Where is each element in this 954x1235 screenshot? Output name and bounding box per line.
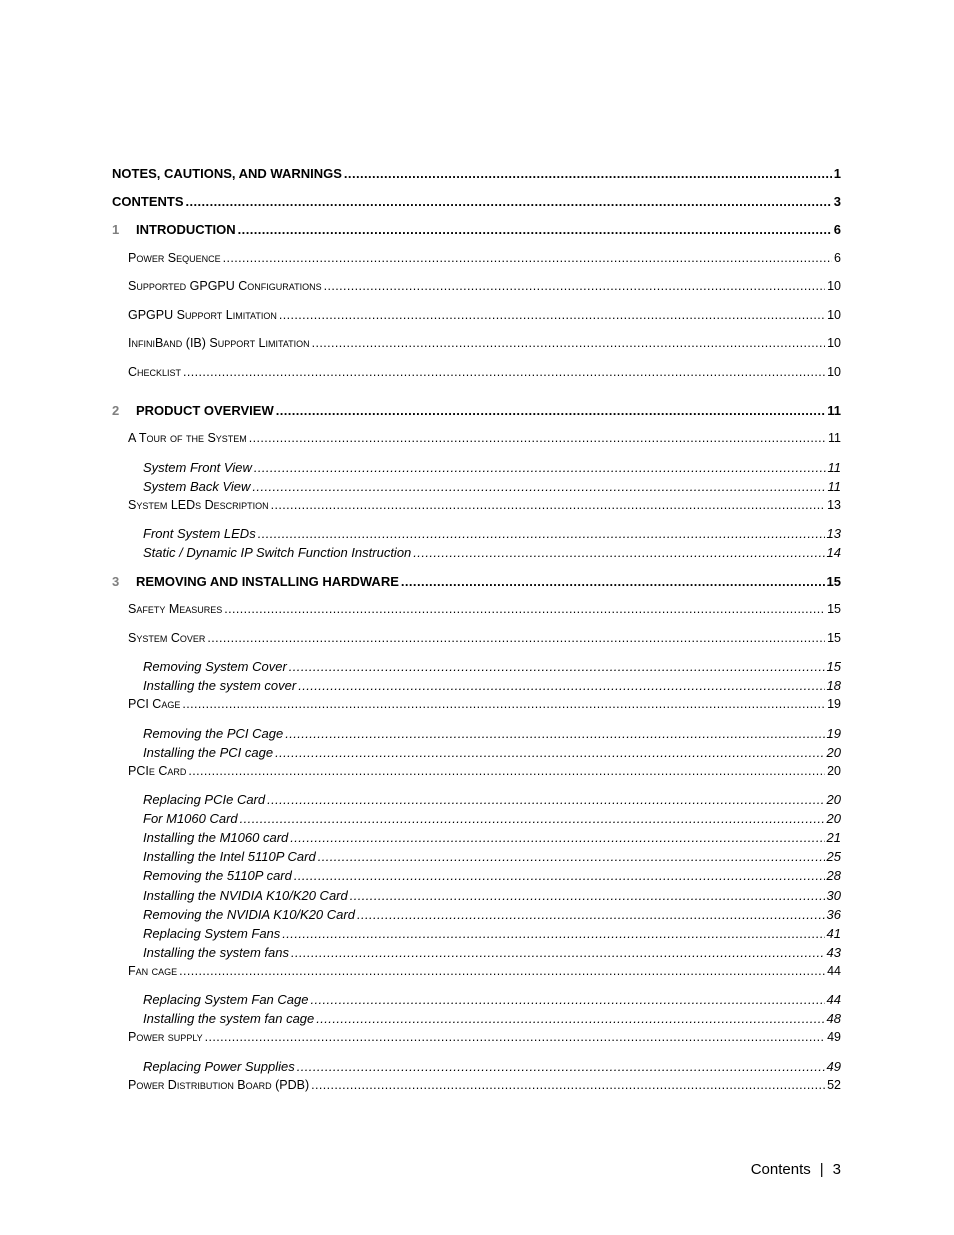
- toc-page-number: 10: [827, 365, 841, 379]
- dot-leader: [254, 460, 826, 475]
- dot-leader: [252, 479, 825, 494]
- toc-entry-link[interactable]: [128, 431, 841, 445]
- toc-entry-label: Checklist: [128, 365, 182, 379]
- toc-entry-label: Installing the Intel 5110P Card: [143, 849, 316, 864]
- toc-entry: [112, 336, 841, 354]
- toc-entry: [112, 365, 841, 383]
- toc-entry-link[interactable]: [143, 830, 841, 845]
- toc-page-number: 20: [827, 764, 841, 778]
- toc-entry-label: Power supply: [128, 1030, 203, 1044]
- dot-leader: [205, 1030, 825, 1044]
- toc-entry: [112, 1059, 841, 1077]
- toc-page-number: 21: [826, 830, 841, 845]
- toc-entry: [112, 308, 841, 326]
- toc-entry-link[interactable]: [128, 1030, 841, 1044]
- toc-page-number: 41: [826, 926, 841, 941]
- toc-entry-label: Power Distribution Board (PDB): [128, 1078, 310, 1092]
- toc-entry-link[interactable]: [143, 745, 841, 760]
- toc-entry-link[interactable]: [128, 964, 841, 978]
- dot-leader: [357, 907, 825, 922]
- toc-entry-link[interactable]: [128, 365, 841, 379]
- toc-entry-link[interactable]: [143, 868, 841, 883]
- toc-entry: [112, 764, 841, 782]
- toc-entry-label: Removing System Cover: [143, 659, 287, 674]
- toc-page-number: 19: [827, 697, 841, 711]
- dot-leader: [223, 251, 832, 265]
- toc-entry: [112, 194, 841, 212]
- footer-section-title: Contents: [750, 1161, 811, 1178]
- toc-entry: [112, 574, 841, 592]
- toc-entry-label: Safety Measures: [128, 602, 223, 616]
- toc-entry-link[interactable]: [143, 726, 841, 741]
- toc-entry: [112, 1030, 841, 1048]
- toc-entry-label: InfiniBand (IB) Support Limitation: [128, 336, 310, 350]
- dot-leader: [350, 888, 825, 903]
- footer-separator: |: [819, 1161, 824, 1178]
- toc-entry: [112, 907, 841, 925]
- dot-leader: [413, 545, 824, 560]
- dot-leader: [312, 336, 825, 350]
- toc-entry-label: Installing the NVIDIA K10/K20 Card: [143, 888, 348, 903]
- dot-leader: [275, 745, 824, 760]
- dot-leader: [258, 526, 825, 541]
- toc-entry-label: System Cover: [128, 631, 206, 645]
- toc-entry: [112, 964, 841, 982]
- dot-leader: [311, 1078, 825, 1092]
- dot-leader: [298, 678, 824, 693]
- dot-leader: [188, 764, 825, 778]
- toc-page-number: 14: [826, 545, 841, 560]
- toc-entry-link[interactable]: [128, 764, 841, 778]
- toc-entry: [112, 545, 841, 563]
- toc-entry: [112, 498, 841, 516]
- toc-entry-link[interactable]: [143, 907, 841, 922]
- toc-entry-link[interactable]: [128, 697, 841, 711]
- toc-entry: [112, 1078, 841, 1096]
- dot-leader: [207, 631, 825, 645]
- toc-chapter-number: 3: [112, 574, 120, 589]
- toc-page-number: 11: [827, 460, 841, 475]
- toc-page-number: 44: [826, 992, 841, 1007]
- toc-entry-label: Fan cage: [128, 964, 178, 978]
- toc-entry: [112, 222, 841, 240]
- toc-entry-label: System Front View: [143, 460, 252, 475]
- toc-entry-link[interactable]: [143, 659, 841, 674]
- dot-leader: [297, 1059, 825, 1074]
- toc-entry-label: Removing the NVIDIA K10/K20 Card: [143, 907, 355, 922]
- toc-entry: [112, 697, 841, 715]
- toc-entry: [112, 602, 841, 620]
- toc-entry-link[interactable]: [143, 945, 841, 960]
- toc-entry-label: PCI Cage: [128, 697, 181, 711]
- toc-entry-link[interactable]: [143, 811, 841, 826]
- toc-entry: [112, 945, 841, 963]
- toc-page-number: 52: [827, 1078, 841, 1092]
- toc-entry-label: Removing the 5110P card: [143, 868, 292, 883]
- toc-entry-link[interactable]: [128, 251, 841, 265]
- toc-entry-link[interactable]: [143, 479, 841, 494]
- toc-page-number: 15: [827, 602, 841, 616]
- toc-page-number: 3: [833, 194, 841, 209]
- toc-page-number: 19: [826, 726, 841, 741]
- toc-page-number: 10: [827, 308, 841, 322]
- dot-leader: [324, 279, 825, 293]
- toc-entry-link[interactable]: [128, 602, 841, 616]
- dot-leader: [179, 964, 825, 978]
- dot-leader: [316, 1011, 824, 1026]
- toc-entry-label: Installing the system fans: [143, 945, 289, 960]
- toc-entry: [112, 678, 841, 696]
- toc-page-number: 36: [826, 907, 841, 922]
- toc-page-number: 28: [826, 868, 841, 883]
- toc-entry: [112, 792, 841, 810]
- dot-leader: [310, 992, 824, 1007]
- toc-entry-link[interactable]: [112, 222, 841, 237]
- toc-page-number: 13: [826, 526, 841, 541]
- toc-entry: [112, 526, 841, 544]
- toc-page-number: 18: [826, 678, 841, 693]
- dot-leader: [344, 166, 832, 181]
- toc-entry: [112, 166, 841, 184]
- toc-entry: [112, 888, 841, 906]
- toc-page-number: 15: [826, 659, 841, 674]
- toc-entry: [112, 460, 841, 478]
- toc-entry: [112, 479, 841, 497]
- toc-entry-label: Installing the PCI cage: [143, 745, 274, 760]
- toc-entry-label: CONTENTS: [112, 194, 184, 209]
- toc-entry: [112, 631, 841, 649]
- dot-leader: [285, 726, 824, 741]
- toc-entry-label: Replacing Power Supplies: [143, 1059, 295, 1074]
- dot-leader: [186, 194, 832, 209]
- toc-page-number: 20: [826, 745, 841, 760]
- toc-entry: [112, 659, 841, 677]
- footer-page-number: 3: [832, 1161, 841, 1178]
- dot-leader: [294, 868, 825, 883]
- toc-entry-link[interactable]: [143, 678, 841, 693]
- dot-leader: [249, 431, 826, 445]
- dot-leader: [276, 403, 826, 418]
- toc-entry: [112, 992, 841, 1010]
- toc-entry-link[interactable]: [112, 574, 841, 589]
- toc-page-number: 13: [827, 498, 841, 512]
- toc-entry-label: INTRODUCTION: [136, 222, 236, 237]
- toc-entry-link[interactable]: [143, 526, 841, 541]
- toc-page-number: 25: [826, 849, 841, 864]
- toc-entry-label: System Back View: [143, 479, 251, 494]
- dot-leader: [182, 697, 825, 711]
- toc-page-number: 6: [834, 251, 841, 265]
- toc-entry-link[interactable]: [143, 1059, 841, 1074]
- toc-page-number: 49: [827, 1030, 841, 1044]
- toc-entry-label: Installing the system cover: [143, 678, 297, 693]
- toc-entry-label: Replacing System Fans: [143, 926, 281, 941]
- page-footer: [751, 1161, 841, 1178]
- toc-entry-label: NOTES, CAUTIONS, AND WARNINGS: [112, 166, 342, 181]
- toc-entry-link[interactable]: [143, 792, 841, 807]
- toc-entry-link[interactable]: [128, 498, 841, 512]
- toc-entry-label: Replacing System Fan Cage: [143, 992, 309, 1007]
- toc-entry-link[interactable]: [112, 194, 841, 209]
- dot-leader: [224, 602, 825, 616]
- toc-entry: [112, 926, 841, 944]
- dot-leader: [279, 308, 825, 322]
- dot-leader: [291, 945, 825, 960]
- toc-page-number: 20: [826, 792, 841, 807]
- toc-entry-link[interactable]: [143, 545, 841, 560]
- toc-page-number: 20: [826, 811, 841, 826]
- toc-page-number: 6: [833, 222, 841, 237]
- toc-page-number: 11: [827, 479, 841, 494]
- toc-entry-label: A Tour of the System: [128, 431, 247, 445]
- toc-page-number: 10: [827, 336, 841, 350]
- toc-entry-label: Supported GPGPU Configurations: [128, 279, 322, 293]
- toc-entry-link[interactable]: [143, 888, 841, 903]
- toc-entry-link[interactable]: [128, 1078, 841, 1092]
- toc-entry-link[interactable]: [143, 992, 841, 1007]
- toc-entry: [112, 403, 841, 421]
- toc-entry-label: Removing the PCI Cage: [143, 726, 284, 741]
- toc-page-number: 15: [827, 631, 841, 645]
- toc-entry: [112, 849, 841, 867]
- toc-entry-label: PRODUCT OVERVIEW: [136, 403, 274, 418]
- toc-entry: [112, 830, 841, 848]
- dot-leader: [267, 792, 824, 807]
- toc-entry-label: PCIe Card: [128, 764, 187, 778]
- toc-entry: [112, 811, 841, 829]
- toc-entry-link[interactable]: [143, 460, 841, 475]
- toc-page-number: 30: [826, 888, 841, 903]
- toc-chapter-number: 2: [112, 403, 120, 418]
- toc-page-number: 43: [826, 945, 841, 960]
- toc-entry-link[interactable]: [143, 1011, 841, 1026]
- toc-entry: [112, 1011, 841, 1029]
- toc-page-number: 49: [826, 1059, 841, 1074]
- toc-page-number: 11: [828, 431, 841, 445]
- dot-leader: [240, 811, 825, 826]
- toc-page-number: 1: [833, 166, 841, 181]
- toc-entry: [112, 431, 841, 449]
- toc-entry-label: GPGPU Support Limitation: [128, 308, 277, 322]
- toc-entry-label: Static / Dynamic IP Switch Function Instruction: [143, 545, 412, 560]
- dot-leader: [282, 926, 824, 941]
- toc-entry-link[interactable]: [128, 336, 841, 350]
- toc-entry-label: Installing the system fan cage: [143, 1011, 315, 1026]
- toc-page-number: 10: [827, 279, 841, 293]
- toc-entry-link[interactable]: [128, 308, 841, 322]
- dot-leader: [289, 659, 825, 674]
- toc-entry-label: Front System LEDs: [143, 526, 256, 541]
- toc-entry: [112, 279, 841, 297]
- toc-entry-link[interactable]: [143, 926, 841, 941]
- dot-leader: [238, 222, 832, 237]
- toc-entry: [112, 251, 841, 269]
- toc-entry-link[interactable]: [143, 849, 841, 864]
- toc-entry: [112, 868, 841, 886]
- toc-entry-link[interactable]: [128, 279, 841, 293]
- toc-entry-label: Power Sequence: [128, 251, 221, 265]
- dot-leader: [318, 849, 825, 864]
- toc-entry-link[interactable]: [128, 631, 841, 645]
- toc-entry-label: System LEDs Description: [128, 498, 269, 512]
- toc-entry-label: For M1060 Card: [143, 811, 238, 826]
- toc-chapter-number: 1: [112, 222, 120, 237]
- dot-leader: [401, 574, 825, 589]
- dot-leader: [183, 365, 825, 379]
- toc-entry-label: Replacing PCIe Card: [143, 792, 266, 807]
- toc-page-number: 48: [826, 1011, 841, 1026]
- toc-page-number: 44: [827, 964, 841, 978]
- dot-leader: [271, 498, 825, 512]
- toc-entry-link[interactable]: [112, 403, 841, 418]
- dot-leader: [290, 830, 824, 845]
- toc-entry: [112, 726, 841, 744]
- toc-entry: [112, 745, 841, 763]
- toc-entry-label: REMOVING AND INSTALLING HARDWARE: [136, 574, 399, 589]
- toc-page-number: 15: [826, 574, 841, 589]
- toc-entry-label: Installing the M1060 card: [143, 830, 289, 845]
- toc-page-number: 11: [827, 403, 841, 418]
- toc-entry-link[interactable]: [112, 166, 841, 181]
